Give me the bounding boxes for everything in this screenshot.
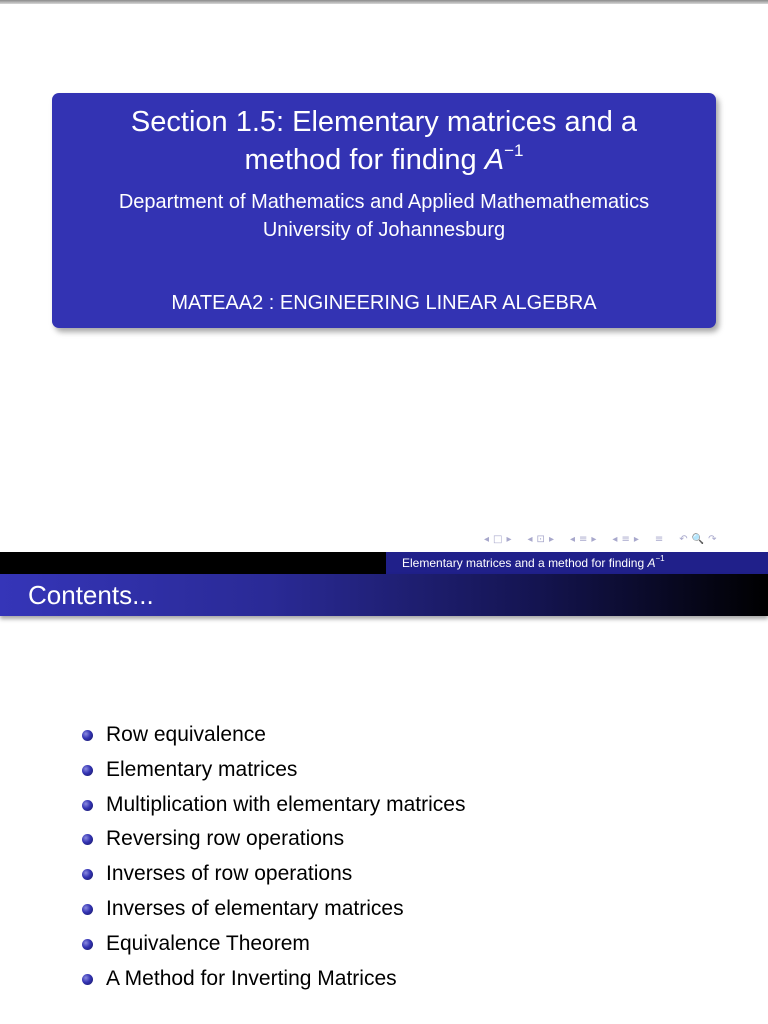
nav-subsection-icon[interactable]: ≡	[579, 533, 588, 545]
title-line-2-text: method for finding	[244, 144, 485, 176]
contents-list	[82, 719, 465, 997]
list-item-text: Multiplication with elementary matrices	[106, 792, 466, 816]
list-item-text: A Method for Inverting Matrices	[106, 966, 397, 990]
bullet-icon	[82, 869, 93, 880]
list-item-text: Reversing row operations	[106, 827, 345, 851]
nav-next-section-icon[interactable]: ▸	[633, 533, 639, 545]
list-item-text: Row equivalence	[106, 723, 266, 746]
nav-section-icon[interactable]: ≡	[621, 533, 630, 545]
list-item-text: Inverses of row operations	[106, 862, 353, 886]
nav-back-icon[interactable]: ↶	[679, 533, 688, 545]
list-item	[82, 858, 465, 893]
list-item	[82, 928, 465, 963]
institute-block	[52, 188, 716, 244]
list-item-text: Elementary matrices	[106, 757, 298, 781]
list-item-text: Equivalence Theorem	[106, 931, 310, 955]
list-item	[82, 823, 465, 858]
nav-prev-section-icon[interactable]: ◂	[612, 533, 618, 545]
title-matrix-symbol: A	[484, 144, 505, 176]
nav-prev-frame-icon[interactable]: ◂	[527, 533, 533, 545]
nav-prev-subsection-icon[interactable]: ◂	[569, 533, 575, 545]
title-line-1: Section 1.5: Elementary matrices and a	[130, 106, 638, 138]
slide-title	[52, 103, 716, 179]
nav-forward-icon[interactable]: ↷	[708, 533, 717, 545]
beamer-navigation-bar	[483, 531, 718, 547]
nav-search-icon[interactable]: 🔍	[691, 533, 705, 545]
frame-title-bar	[0, 574, 768, 616]
course-name: MATEAA2 : ENGINEERING LINEAR ALGEBRA	[171, 292, 597, 314]
frame-title: Contents...	[28, 580, 154, 610]
headline-matrix-symbol: A	[647, 556, 656, 570]
nav-next-frame-icon[interactable]: ▸	[548, 533, 554, 545]
title-superscript: −1	[504, 141, 524, 160]
page-top-rule	[0, 0, 768, 4]
bullet-icon	[82, 939, 93, 950]
bullet-icon	[82, 765, 93, 776]
list-item	[82, 754, 465, 789]
list-item	[82, 893, 465, 928]
list-item	[82, 719, 465, 754]
list-item	[82, 789, 465, 824]
bullet-icon	[82, 834, 93, 845]
bullet-icon	[82, 800, 93, 811]
nav-prev-slide-icon[interactable]: ◂	[484, 533, 490, 545]
list-item	[82, 963, 465, 998]
bullet-icon	[82, 730, 93, 741]
title-block	[52, 93, 716, 328]
list-item-text: Inverses of elementary matrices	[106, 896, 404, 920]
title-line-2	[52, 141, 716, 179]
university-name: University of Johannesburg	[262, 219, 506, 241]
nav-next-slide-icon[interactable]: ▸	[506, 533, 512, 545]
headline-short-title	[386, 552, 768, 574]
nav-next-subsection-icon[interactable]: ▸	[591, 533, 597, 545]
headline-superscript: −1	[655, 554, 665, 563]
bullet-icon	[82, 904, 93, 915]
nav-slide-icon[interactable]: □	[493, 533, 503, 545]
department-name: Department of Mathematics and Applied Mathemathematics	[118, 191, 650, 213]
nav-document-icon[interactable]: ≡	[654, 533, 664, 545]
headline-text: Elementary matrices and a method for finding	[402, 556, 648, 570]
bullet-icon	[82, 974, 93, 985]
nav-frame-icon[interactable]: ⊡	[536, 533, 545, 545]
